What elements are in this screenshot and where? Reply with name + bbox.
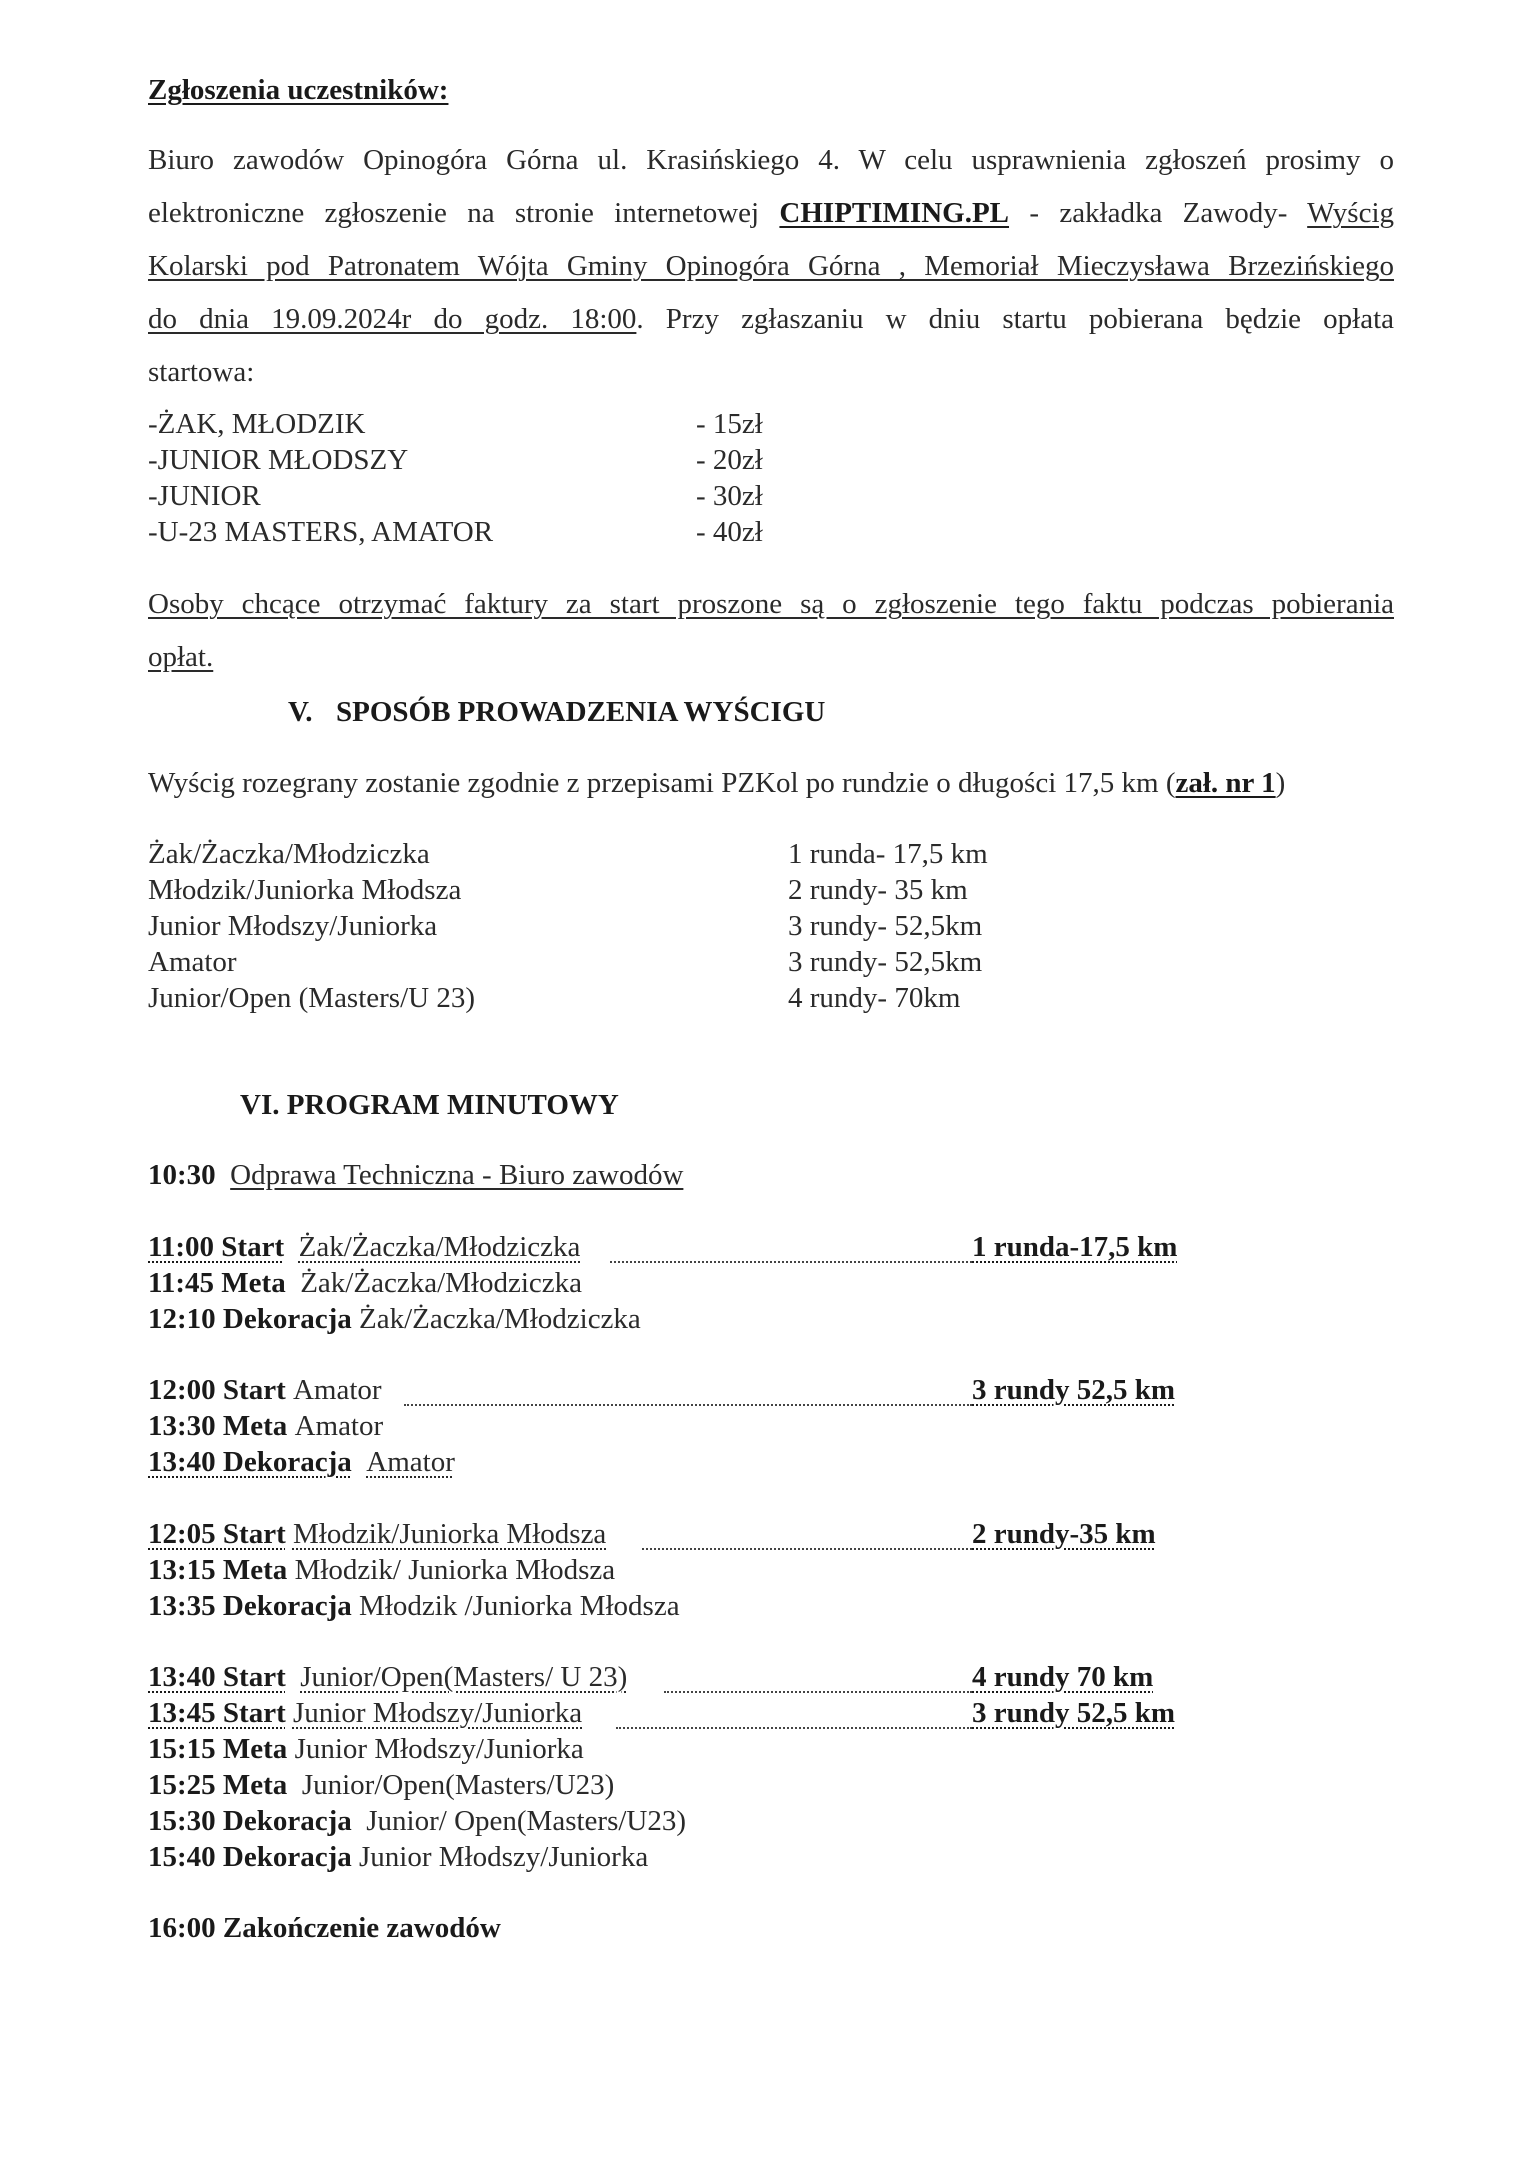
schedule-row — [148, 1843, 648, 1872]
distance-value: 2 rundy- 35 km — [788, 874, 968, 906]
schedule-text: Amator — [366, 1446, 455, 1478]
race-format-text: Wyścig rozegrany zostanie zgodnie z przepisami PZKol po rundzie o długości 17,5 km ( — [148, 767, 1176, 799]
registration-heading: Zgłoszenia uczestników: — [148, 74, 449, 106]
schedule-label: 13:35 Dekoracja — [148, 1590, 352, 1622]
schedule-label: 11:00 Start — [148, 1231, 285, 1263]
dotted-leader — [664, 1691, 972, 1693]
fee-category: -JUNIOR — [148, 480, 261, 512]
distance-value: 3 rundy- 52,5km — [788, 910, 983, 942]
schedule-text: Amator — [292, 1374, 382, 1406]
distance-category: Amator — [148, 946, 237, 978]
schedule-label: 15:40 Dekoracja — [148, 1841, 352, 1873]
closing-row: 16:00 Zakończenie zawodów — [148, 1912, 501, 1944]
invoice-note-line-1: Osoby chcące otrzymać faktury za start proszone są o zgłoszenie tego faktu podczas pobierania — [148, 588, 1394, 620]
deadline-text: do dnia 19.09.2024r do godz. 18:00 — [148, 303, 637, 335]
race-name-text: Wyścig — [1307, 197, 1395, 229]
schedule-text: Młodzik /Juniorka Młodsza — [359, 1590, 680, 1622]
distance-category: Młodzik/Juniorka Młodsza — [148, 874, 462, 906]
registration-paragraph-line-2 — [148, 199, 1394, 228]
schedule-row — [148, 1556, 615, 1585]
schedule-label: 15:15 Meta — [148, 1733, 288, 1765]
briefing-text: Odprawa Techniczna - Biuro zawodów — [230, 1159, 684, 1191]
briefing-time: 10:30 — [148, 1159, 216, 1191]
schedule-label: 15:30 Dekoracja — [148, 1805, 352, 1837]
registration-paragraph-line-4 — [148, 305, 1394, 334]
registration-paragraph-line-1: Biuro zawodów Opinogóra Górna ul. Krasińskiego 4. W celu usprawnienia zgłoszeń prosimy o — [148, 144, 1394, 176]
schedule-label: 13:40 Dekoracja — [148, 1446, 352, 1478]
registration-paragraph-line-3: Kolarski pod Patronatem Wójta Gminy Opinogóra Górna , Memoriał Mieczysława Brzezińskiego — [148, 250, 1394, 282]
schedule-label: 12:10 Dekoracja — [148, 1303, 352, 1335]
registration-paragraph-line-5: startowa: — [148, 356, 255, 388]
fee-amount: - 40zł — [696, 516, 763, 548]
dotted-leader — [642, 1548, 972, 1550]
schedule-distance: 3 rundy 52,5 km — [972, 1697, 1176, 1729]
dotted-leader — [616, 1727, 972, 1729]
schedule-label: 12:00 Start — [148, 1374, 286, 1406]
schedule-text: Junior Młodszy/Juniorka — [292, 1697, 583, 1729]
schedule-text: Junior/Open(Masters/U23) — [301, 1769, 615, 1801]
section-numeral: V. — [288, 696, 313, 728]
schedule-row — [148, 1771, 614, 1800]
schedule-distance: 3 rundy 52,5 km — [972, 1374, 1176, 1406]
distance-value: 4 rundy- 70km — [788, 982, 961, 1014]
schedule-row — [148, 1807, 686, 1836]
schedule-label: 13:30 Meta — [148, 1410, 288, 1442]
schedule-row — [148, 1233, 580, 1262]
schedule-label: 13:15 Meta — [148, 1554, 288, 1586]
schedule-distance: 2 rundy-35 km — [972, 1518, 1156, 1550]
registration-text: - zakładka Zawody- — [1029, 197, 1288, 229]
schedule-distance: 1 runda-17,5 km — [972, 1231, 1178, 1263]
distance-category: Żak/Żaczka/Młodziczka — [148, 838, 430, 870]
schedule-label: 15:25 Meta — [148, 1769, 288, 1801]
schedule-text: Amator — [294, 1410, 384, 1442]
distance-category: Junior Młodszy/Juniorka — [148, 910, 438, 942]
schedule-text: Żak/Żaczka/Młodziczka — [300, 1267, 583, 1299]
briefing-row — [148, 1161, 683, 1190]
schedule-row — [148, 1699, 582, 1728]
schedule-text: Junior Młodszy/Juniorka — [359, 1841, 649, 1873]
dotted-leader — [610, 1261, 972, 1263]
schedule-row — [148, 1376, 382, 1405]
schedule-row — [148, 1592, 680, 1621]
fee-amount: - 30zł — [696, 480, 763, 512]
fee-amount: - 20zł — [696, 444, 763, 476]
chiptiming-link[interactable]: CHIPTIMING.PL — [779, 197, 1010, 229]
schedule-text: Młodzik/Juniorka Młodsza — [292, 1518, 607, 1550]
schedule-text: Młodzik/ Juniorka Młodsza — [294, 1554, 616, 1586]
fee-category: -U-23 MASTERS, AMATOR — [148, 516, 494, 548]
attachment-reference: zał. nr 1 — [1175, 767, 1276, 799]
schedule-row — [148, 1663, 627, 1692]
schedule-label: 11:45 Meta — [148, 1267, 286, 1299]
schedule-row — [148, 1448, 455, 1477]
schedule-text: Żak/Żaczka/Młodziczka — [298, 1231, 581, 1263]
invoice-note-line-2: opłat. — [148, 641, 214, 673]
schedule-row — [148, 1735, 584, 1764]
schedule-row — [148, 1520, 606, 1549]
schedule-distance: 4 rundy 70 km — [972, 1661, 1154, 1693]
fee-category: -JUNIOR MŁODSZY — [148, 444, 409, 476]
schedule-text: Junior Młodszy/Juniorka — [294, 1733, 584, 1765]
race-format-text: ) — [1275, 767, 1286, 799]
race-format-heading: SPOSÓB PROWADZENIA WYŚCIGU — [336, 696, 826, 728]
schedule-label: 12:05 Start — [148, 1518, 286, 1550]
schedule-label: 13:40 Start — [148, 1661, 286, 1693]
fee-amount: - 15zł — [696, 408, 763, 440]
schedule-row — [148, 1412, 383, 1441]
schedule-heading: VI. PROGRAM MINUTOWY — [240, 1089, 619, 1121]
schedule-text: Junior/ Open(Masters/U23) — [366, 1805, 687, 1837]
schedule-text: Junior/Open(Masters/ U 23) — [300, 1661, 628, 1693]
fee-category: -ŻAK, MŁODZIK — [148, 408, 366, 440]
registration-text: . Przy zgłaszaniu w dniu startu pobierana będzie opłata — [636, 303, 1394, 335]
distance-category: Junior/Open (Masters/U 23) — [148, 982, 476, 1014]
schedule-label: 13:45 Start — [148, 1697, 286, 1729]
distance-value: 3 rundy- 52,5km — [788, 946, 983, 978]
schedule-row — [148, 1269, 582, 1298]
distance-value: 1 runda- 17,5 km — [788, 838, 988, 870]
registration-text: elektroniczne zgłoszenie na stronie internetowej — [148, 197, 760, 229]
dotted-leader — [404, 1404, 972, 1406]
race-format-intro — [148, 769, 1285, 798]
schedule-text: Żak/Żaczka/Młodziczka — [359, 1303, 641, 1335]
schedule-row — [148, 1305, 641, 1334]
